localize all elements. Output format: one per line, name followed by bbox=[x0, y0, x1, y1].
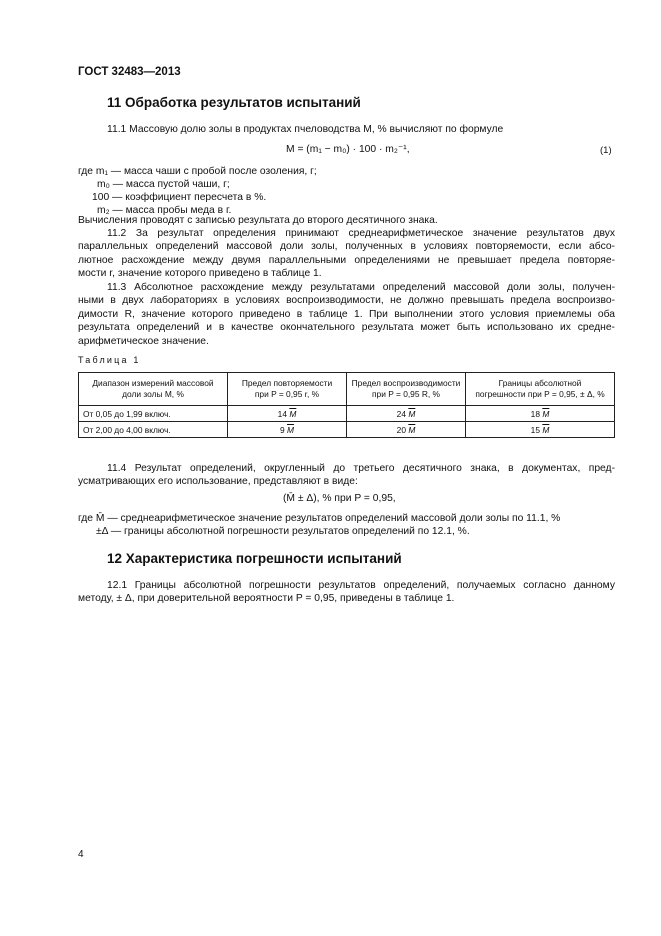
cell-delta: 15 $\overline{M}$ bbox=[466, 422, 615, 438]
result-form: (M̄ ± Δ), % при P = 0,95, bbox=[283, 493, 396, 504]
text-line: результата определений и в качестве окончательного результата может быть использовано их средне- bbox=[78, 322, 615, 334]
text-line: 11.2 За результат определения принимают среднеарифметическое значение результатов двух bbox=[107, 228, 615, 239]
where-100: 100 — коэффициент пересчета в %. bbox=[92, 192, 267, 203]
cell-r: 9 $\overline{M}$ bbox=[228, 422, 347, 438]
header-repeatability: Предел повторяемости при P = 0,95 r, % bbox=[228, 373, 347, 406]
where-delta: ±Δ — границы абсолютной погрешности результатов определений по 12.1, %. bbox=[96, 526, 470, 537]
text-line: арифметическое значение. bbox=[78, 335, 209, 347]
text-line: ными в двух лабораториях в условиях воспроизводимости, не должно превышать предела воспроизво- bbox=[78, 295, 615, 307]
table-row bbox=[79, 422, 615, 438]
where-m1: где m₁ — масса чаши с пробой после озоления, г; bbox=[78, 166, 317, 177]
text-line: 11.3 Абсолютное расхождение между результатами определений массовой доли золы, получен- bbox=[107, 282, 615, 293]
document-code: ГОСТ 32483—2013 bbox=[78, 66, 181, 78]
where-m2: m₂ — масса пробы меда в г. bbox=[97, 205, 232, 216]
text-line: 12.1 Границы абсолютной погрешности результатов определений, получаемых согласно данному bbox=[107, 580, 615, 591]
where-m0: m₀ — масса пустой чаши, г; bbox=[97, 179, 230, 190]
paragraph-12-1 bbox=[78, 579, 615, 606]
section-11-title: 11 Обработка результатов испытаний bbox=[107, 95, 361, 110]
text-line: параллельных определений массовой доли золы, полученных в условиях повторяемости, если абсо- bbox=[78, 241, 615, 253]
table-row bbox=[79, 406, 615, 422]
paragraph-11-2 bbox=[78, 227, 615, 281]
text-line: 11.4 Результат определений, округленный до третьего десятичного знака, в документах, пред- bbox=[107, 463, 615, 474]
cell-r: 14 $\overline{M}$ bbox=[228, 406, 347, 422]
text-line: методу, ± Δ, при доверительной вероятности P = 0,95, приведены в таблице 1. bbox=[78, 593, 455, 605]
formula-number: (1) bbox=[600, 145, 612, 156]
cell-delta: 18 $\overline{M}$ bbox=[466, 406, 615, 422]
where-mbar: где M̄ — среднеарифметическое значение результатов определений массовой доли золы по 11.1, % bbox=[78, 513, 561, 524]
table-header-row bbox=[79, 373, 615, 406]
table-1 bbox=[78, 372, 615, 438]
text-line: мости r, значение которого приведено в таблице 1. bbox=[78, 268, 322, 280]
table-caption: Таблица 1 bbox=[78, 355, 141, 365]
header-reproducibility: Предел воспроизводимости при P = 0,95 R, % bbox=[347, 373, 466, 406]
calc-note: Вычисления проводят с записью результата до второго десятичного знака. bbox=[78, 215, 438, 226]
formula-1: M = (m₁ − m₀) · 100 · m₂⁻¹, bbox=[286, 144, 410, 155]
text-line: димости R, значение которого приведено в таблице 1. При выполнении этого условия приемлемы оба bbox=[78, 308, 615, 320]
paragraph-11-4 bbox=[78, 462, 615, 489]
header-error-bounds: Границы абсолютной погрешности при P = 0,95, ± Δ, % bbox=[466, 373, 615, 406]
text-line: лютное расхождение между двумя параллельными определениями не превышает предела повторяе- bbox=[78, 254, 615, 266]
cell-R: 24 $\overline{M}$ bbox=[347, 406, 466, 422]
header-range: Диапазон измерений массовой доли золы M, % bbox=[79, 373, 228, 406]
page-number: 4 bbox=[78, 849, 84, 860]
text-line: усматривающих его использование, представляют в виде: bbox=[78, 476, 358, 488]
cell-range: От 0,05 до 1,99 включ. bbox=[79, 406, 228, 422]
section-12-title: 12 Характеристика погрешности испытаний bbox=[107, 551, 402, 566]
cell-range: От 2,00 до 4,00 включ. bbox=[79, 422, 228, 438]
cell-R: 20 $\overline{M}$ bbox=[347, 422, 466, 438]
paragraph-11-1: 11.1 Массовую долю золы в продуктах пчеловодства M, % вычисляют по формуле bbox=[107, 124, 504, 135]
paragraph-11-3 bbox=[78, 281, 615, 348]
